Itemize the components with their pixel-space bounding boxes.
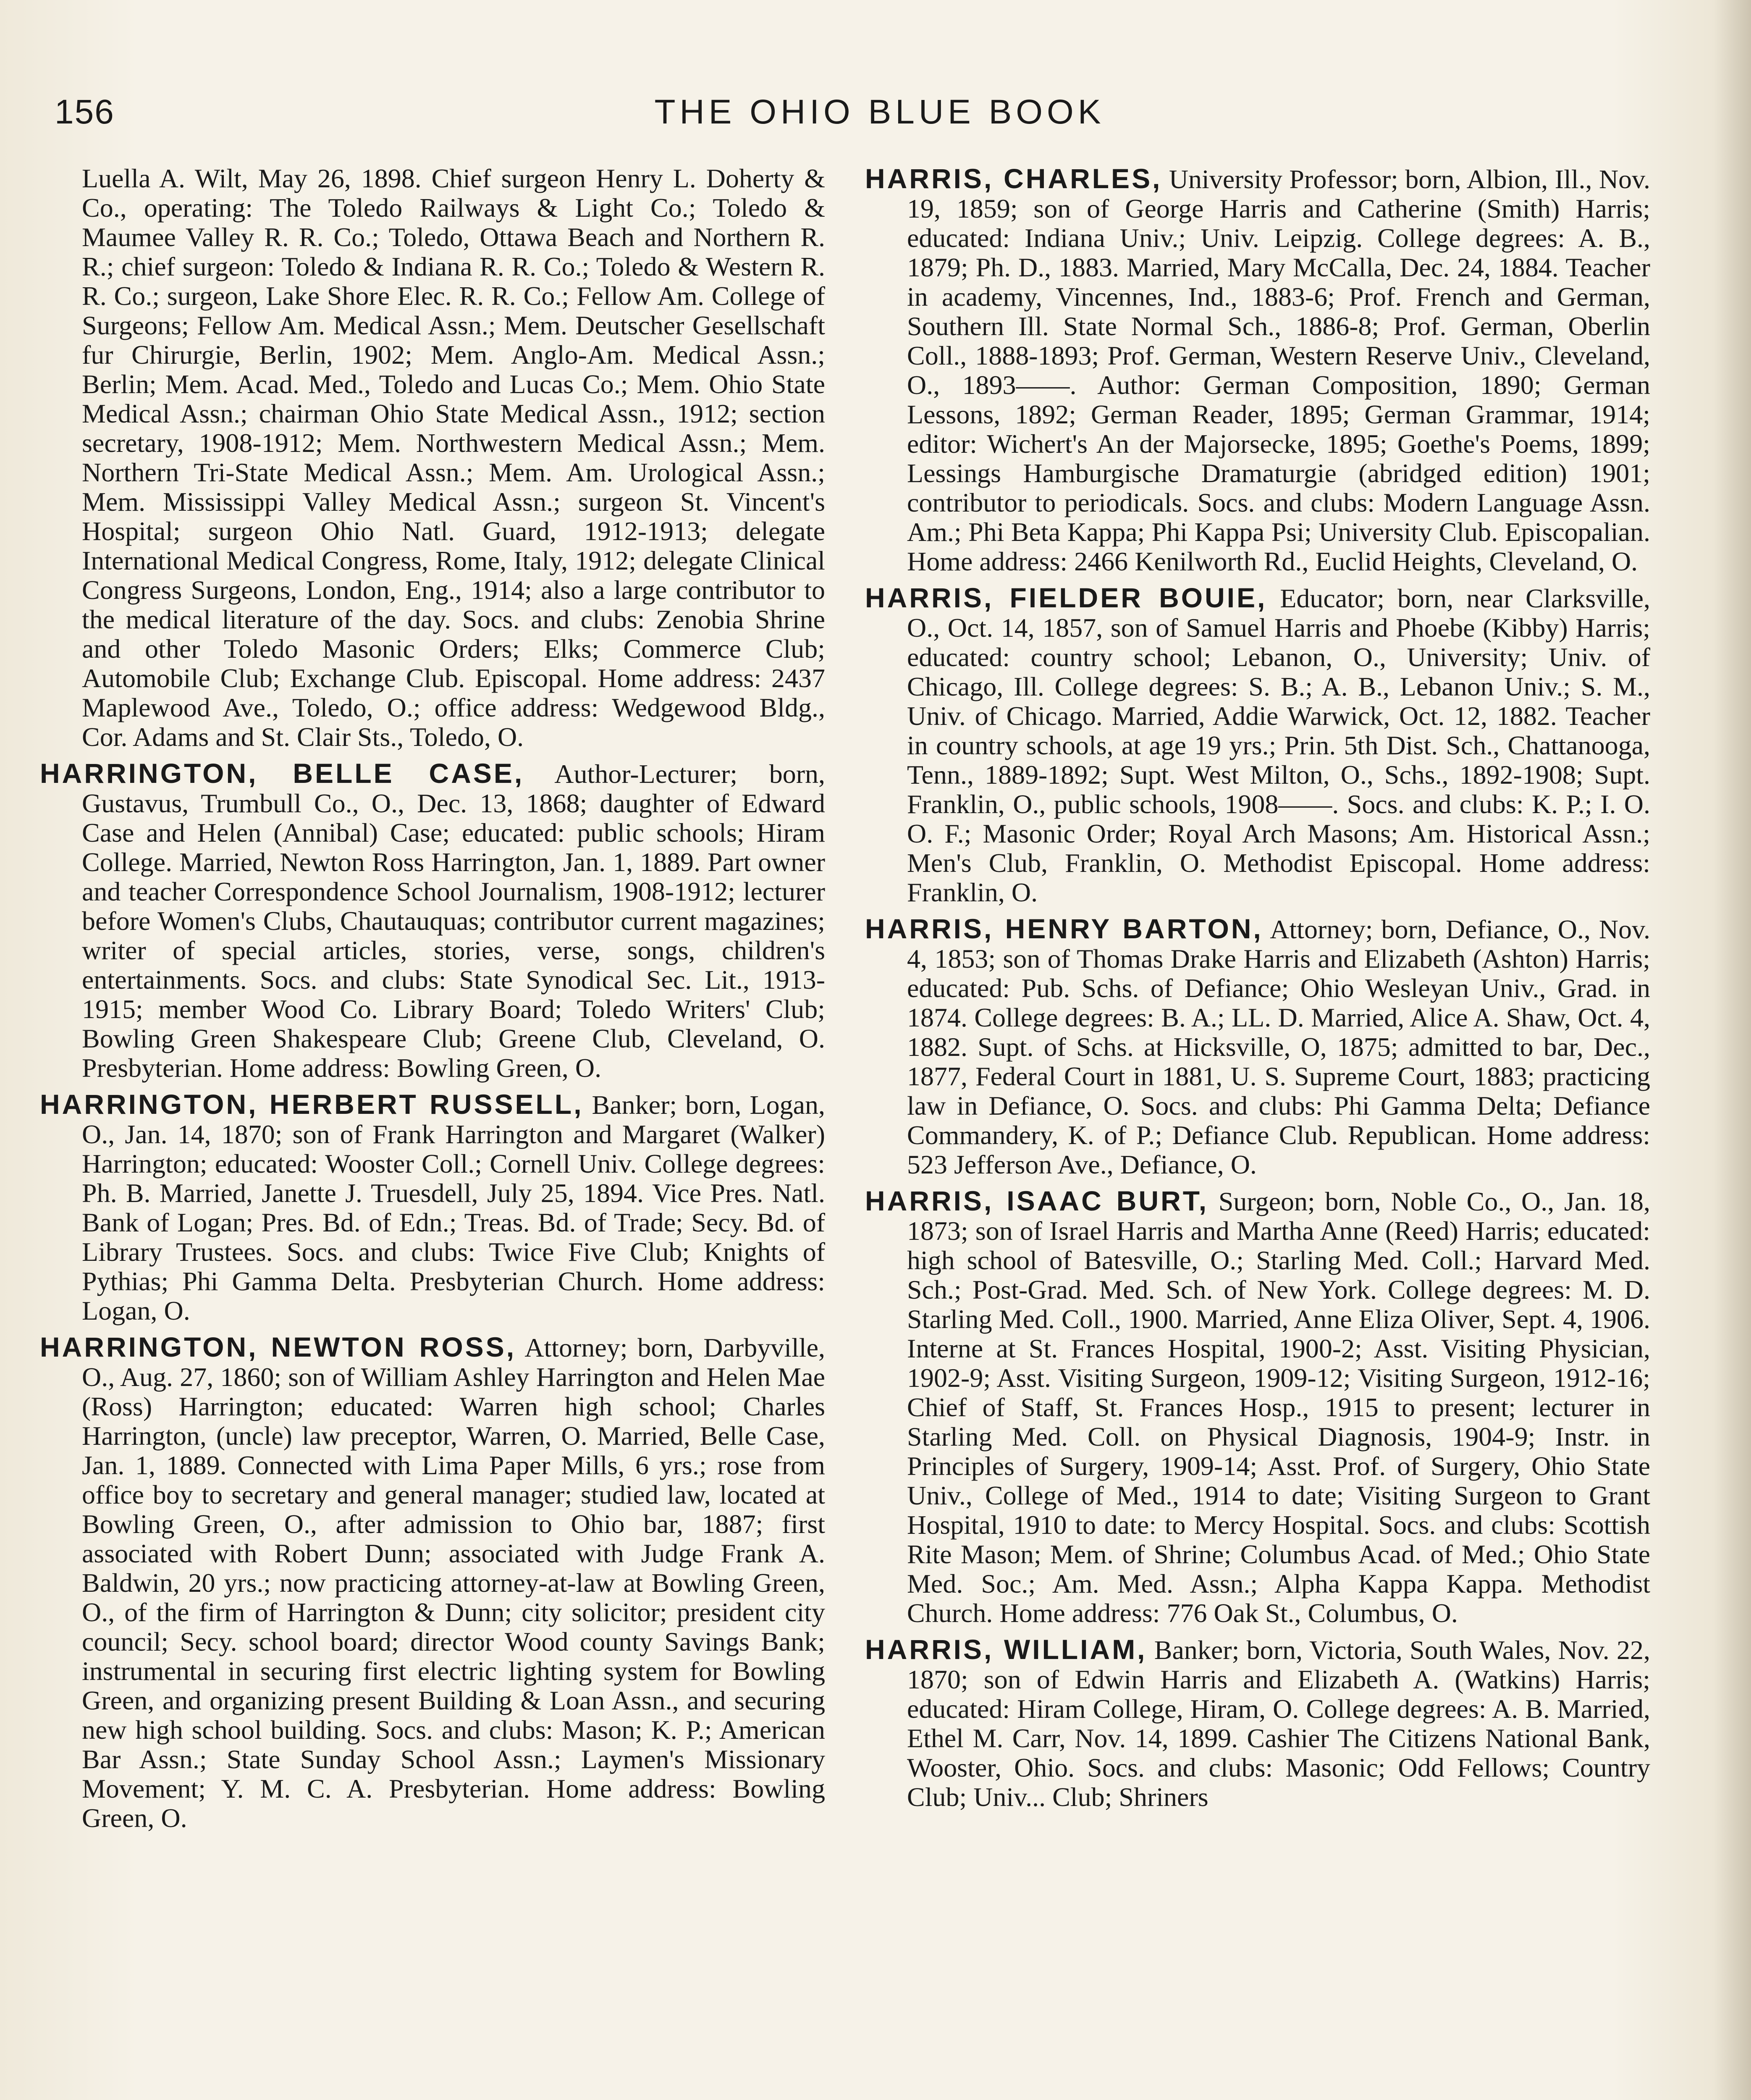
entry-text: Educator; born, near Clarksville, O., Oct. 14, 1857, son of Samuel Harris and Phoebe (Kibby) Harris; educated: country school; Lebanon, O., University; Univ. of Chicago, Ill. College degrees: S. B.; A. B., Lebanon Univ.; S. M., Univ. of Chicago. Married, Addie Warwick, Oct. 12, 1882. Teacher in country schools, at age 19 yrs.; Prin. 5th Dist. Sch., Chattanooga, Tenn., 1889-1892; Supt. West Milton, O., Schs., 1892-1908; Supt. Franklin, O., public schools, 1908——. Socs. and clubs: K. P.; I. O. O. F.; Masonic Order; Royal Arch Masons; Am. Historical Assn.; Men's Club, Franklin, O. Methodist Episcopal. Home address: Franklin, O. [907,583,1651,907]
entry-name: HARRIS, WILLIAM, [865,1634,1147,1665]
entry-text: Banker; born, Victoria, South Wales, Nov. 22, 1870; son of Edwin Harris and Elizabeth A. (Watkins) Harris; educated: Hiram College, Hiram, O. College degrees: A. B. Married, Ethel M. Carr, Nov. 14, 1899. Cashier The Citizens National Bank, Wooster, Ohio. Socs. and clubs: Masonic; Odd Fellows; Country Club; Univ... Club; Shriners [907,1635,1651,1812]
entry-harrington-newton-ross [40,1332,825,1833]
entry-name: HARRIS, FIELDER BOUIE, [865,582,1267,613]
entry-text: University Professor; born, Albion, Ill., Nov. 19, 1859; son of George Harris and Catherine (Smith) Harris; educated: Indiana Univ.; Univ. Leipzig. College degrees: A. B., 1879; Ph. D., 1883. Married, Mary McCalla, Dec. 24, 1884. Teacher in academy, Vincennes, Ind., 1883-6; Prof. French and German, Southern Ill. State Normal Sch., 1886-8; Prof. German, Oberlin Coll., 1888-1893; Prof. German, Western Reserve Univ., Cleveland, O., 1893——. Author: German Composition, 1890; German Lessons, 1892; German Reader, 1895; German Grammar, 1914; editor: Wichert's An der Majorsecke, 1895; Goethe's Poems, 1899; Lessings Hamburgische Dramaturgie (abridged edition) 1901; contributor to periodicals. Socs. and clubs: Modern Language Assn. Am.; Phi Beta Kappa; Phi Kappa Psi; University Club. Episcopalian. Home address: 2466 Kenilworth Rd., Euclid Heights, Cleveland, O. [907,164,1650,576]
entry-harrington-herbert-russell [40,1089,825,1326]
entry-continuation: Luella A. Wilt, May 26, 1898. Chief surgeon Henry L. Doherty & Co., operating: The Toledo Railways & Light Co.; Toledo & Maumee Valley R. R. Co.; Toledo, Ottawa Beach and Northern R. R.; chief surgeon: Toledo & Indiana R. R. Co.; Toledo & Western R. R. Co.; surgeon, Lake Shore Elec. R. R. Co.; Fellow Am. College of Surgeons; Fellow Am. Medical Assn.; Mem. Deutscher Gesellschaft fur Chirurgie, Berlin, 1902; Mem. Anglo-Am. Medical Assn.; Berlin; Mem. Acad. Med., Toledo and Lucas Co.; Mem. Ohio State Medical Assn.; chairman Ohio State Medical Assn., 1912; section secretary, 1908-1912; Mem. Northwestern Medical Assn.; Mem. Northern Tri-State Medical Assn.; Mem. Am. Urological Assn.; Mem. Mississippi Valley Medical Assn.; surgeon St. Vincent's Hospital; surgeon Ohio Natl. Guard, 1912-1913; delegate International Medical Congress, Rome, Italy, 1912; delegate Clinical Congress Surgeons, London, Eng., 1914; also a large contributor to the medical literature of the day. Socs. and clubs: Zenobia Shrine and other Toledo Masonic Orders; Elks; Commerce Club; Automobile Club; Exchange Club. Episcopal. Home address: 2437 Maplewood Ave., Toledo, O.; office address: Wedgewood Bldg., Cor. Adams and St. Clair Sts., Toledo, O. [82,163,825,752]
entry-text: Attorney; born, Defiance, O., Nov. 4, 1853; son of Thomas Drake Harris and Elizabeth (Ashton) Harris; educated: Pub. Schs. of Defiance; Ohio Wesleyan Univ., Grad. in 1874. College degrees: B. A.; LL. D. Married, Alice A. Shaw, Oct. 4, 1882. Supt. of Schs. at Hicksville, O, 1875; admitted to bar, Dec., 1877, Federal Court in 1881, U. S. Supreme Court, 1883; practicing law in Defiance, O. Socs. and clubs: Phi Gamma Delta; Defiance Commandery, K. of P.; Defiance Club. Republican. Home address: 523 Jefferson Ave., Defiance, O. [907,914,1650,1179]
entry-text: Surgeon; born, Noble Co., O., Jan. 18, 1873; son of Israel Harris and Martha Anne (Reed) Harris; educated: high school of Batesville, O.; Starling Med. Coll.; Harvard Med. Sch.; Post-Grad. Med. Sch. of New York. College degrees: M. D. Starling Med. Coll., 1900. Married, Anne Eliza Oliver, Sept. 4, 1906. Interne at St. Frances Hospital, 1900-2; Asst. Visiting Physician, 1902-9; Asst. Visiting Surgeon, 1909-12; Visiting Surgeon, 1912-16; Chief of Staff, St. Frances Hosp., 1915 to present; lecturer in Starling Med. Coll. on Physical Diagnosis, 1904-9; Instr. in Principles of Surgery, 1909-14; Asst. Prof. of Surgery, Ohio State Univ., College of Med., 1914 to date; Visiting Surgeon to Grant Hospital, 1910 to date: to Mercy Hospital. Socs. and clubs: Scottish Rite Mason; Mem. of Shrine; Columbus Acad. of Med.; Ohio State Med. Soc.; Am. Med. Assn.; Alpha Kappa Kappa. Methodist Church. Home address: 776 Oak St., Columbus, O. [907,1186,1650,1628]
entry-name: HARRINGTON, NEWTON ROSS, [40,1331,516,1362]
page-header [55,84,1705,143]
right-column [865,164,1650,1819]
entry-harris-william [865,1635,1650,1812]
entry-harris-charles [865,164,1650,576]
book-title: THE OHIO BLUE BOOK [654,93,1105,131]
entry-text: Author-Lecturer; born, Gustavus, Trumbull Co., O., Dec. 13, 1868; daughter of Edward Case and Helen (Annibal) Case; educated: public schools; Hiram College. Married, Newton Ross Harrington, Jan. 1, 1889. Part owner and teacher Correspondence School Journalism, 1908-1912; lecturer before Women's Clubs, Chautauquas; contributor current magazines; writer of special articles, stories, verse, songs, children's entertainments. Socs. and clubs: State Synodical Sec. Lit., 1913-1915; member Wood Co. Library Board; Toledo Writers' Club; Bowling Green Shakespeare Club; Greene Club, Cleveland, O. Presbyterian. Home address: Bowling Green, O. [82,759,826,1083]
entry-harris-isaac-burt [865,1186,1650,1628]
entry-harris-henry-barton [865,914,1650,1179]
entry-text: Attorney; born, Darbyville, O., Aug. 27, 1860; son of William Ashley Harrington and Helen Mae (Ross) Harrington; educated: Warren high school; Charles Harrington, (uncle) law preceptor, Warren, O. Married, Belle Case, Jan. 1, 1889. Connected with Lima Paper Mills, 6 yrs.; rose from office boy to secretary and general manager; studied law, located at Bowling Green, O., after admission to Ohio bar, 1887; first associated with Robert Dunn; associated with Judge Frank A. Baldwin, 20 yrs.; now practicing attorney-at-law at Bowling Green, O., of the firm of Harrington & Dunn; city solicitor; president city council; Secy. school board; director Wood county Savings Bank; instrumental in securing first electric lighting system for Bowling Green, and organizing present Building & Loan Assn., and securing new high school building. Socs. and clubs: Mason; K. P.; American Bar Assn.; State Sunday School Assn.; Laymen's Missionary Movement; Y. M. C. A. Presbyterian. Home address: Bowling Green, O. [82,1333,825,1833]
entry-name: HARRINGTON, BELLE CASE, [40,758,524,789]
entry-name: HARRIS, CHARLES, [865,163,1162,194]
left-column [40,164,825,1840]
entry-name: HARRINGTON, HERBERT RUSSELL, [40,1089,584,1120]
binding-shadow [1713,0,1751,2100]
page-number: 156 [55,93,115,131]
entry-harris-fielder-bouie [865,583,1650,907]
entry-text: Banker; born, Logan, O., Jan. 14, 1870; son of Frank Harrington and Margaret (Walker) Harrington; educated: Wooster Coll.; Cornell Univ. College degrees: Ph. B. Married, Janette J. Truesdell, July 25, 1894. Vice Pres. Natl. Bank of Logan; Pres. Bd. of Edn.; Treas. Bd. of Trade; Secy. Bd. of Library Trustees. Socs. and clubs: Twice Five Club; Knights of Pythias; Phi Gamma Delta. Presbyterian Church. Home address: Logan, O. [82,1090,825,1326]
entry-name: HARRIS, HENRY BARTON, [865,913,1263,944]
entry-name: HARRIS, ISAAC BURT, [865,1185,1209,1216]
entry-harrington-belle-case [40,759,825,1083]
